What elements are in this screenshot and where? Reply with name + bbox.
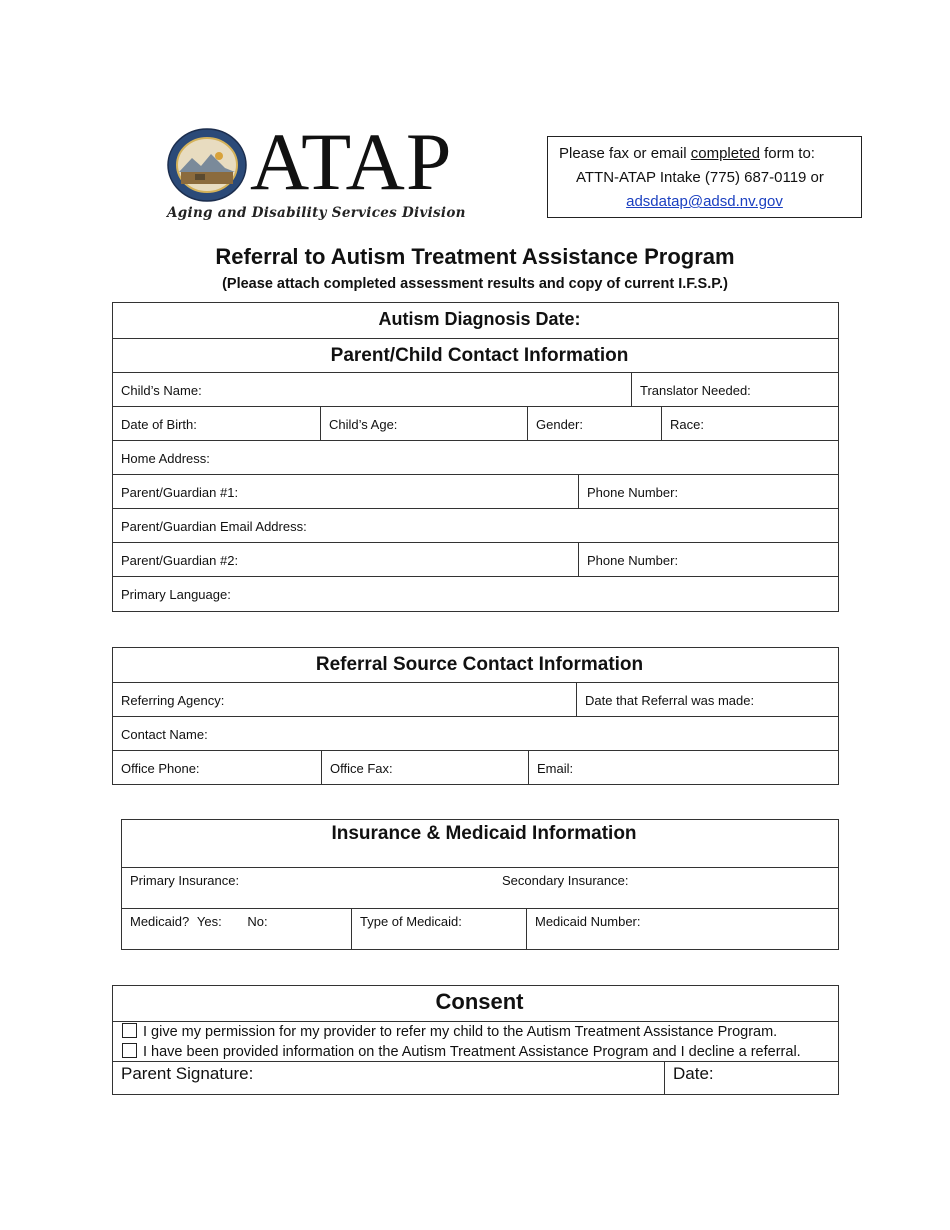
primary-insurance-field[interactable]: Primary Insurance:	[130, 873, 240, 888]
gender-field[interactable]: Gender:	[527, 407, 661, 440]
medicaid-label: Medicaid?	[130, 914, 190, 929]
guardian-1-phone-field[interactable]: Phone Number:	[578, 475, 838, 508]
secondary-insurance-field[interactable]: Secondary Insurance:	[502, 873, 629, 888]
permit-referral-label: I give my permission for my provider to refer my child to the Autism Treatment Assistance Program.	[143, 1024, 778, 1040]
referral-section-title: Referral Source Contact Information	[315, 654, 644, 675]
referring-agency-field[interactable]: Referring Agency:	[121, 693, 225, 708]
referral-email-field[interactable]: Email:	[528, 751, 838, 785]
permit-referral-checkbox[interactable]	[122, 1023, 137, 1038]
guardian-2-phone-field[interactable]: Phone Number:	[578, 543, 838, 576]
referral-source-table	[112, 647, 839, 785]
consent-option-decline	[113, 1042, 838, 1062]
form-subtitle: (Please attach completed assessment results and copy of current I.F.S.P.)	[222, 276, 728, 292]
logo-title: ATAP	[250, 116, 453, 207]
decline-referral-checkbox[interactable]	[122, 1043, 137, 1058]
consent-section-title: Consent	[435, 989, 524, 1014]
autism-diagnosis-date-field[interactable]: Autism Diagnosis Date:	[378, 309, 581, 329]
logo-subtitle: Aging and Disability Services Division	[167, 205, 466, 221]
consent-option-permit	[113, 1022, 838, 1042]
date-of-birth-field[interactable]: Date of Birth:	[121, 417, 197, 432]
home-address-field[interactable]: Home Address:	[121, 451, 210, 466]
medicaid-field[interactable]	[122, 909, 351, 949]
parent-signature-field[interactable]: Parent Signature:	[121, 1064, 254, 1083]
office-phone-field[interactable]: Office Phone:	[121, 761, 200, 776]
type-of-medicaid-field[interactable]: Type of Medicaid:	[351, 909, 526, 949]
consent-table	[112, 985, 839, 1095]
contact-name-field[interactable]: Contact Name:	[121, 727, 208, 742]
childs-name-field[interactable]: Child’s Name:	[121, 383, 202, 398]
signature-date-field[interactable]: Date:	[664, 1062, 838, 1094]
form-title: Referral to Autism Treatment Assistance Program	[215, 244, 735, 269]
medicaid-yes[interactable]: Yes:	[196, 914, 222, 929]
decline-referral-label: I have been provided information on the Autism Treatment Assistance Program and I decline a referral.	[143, 1044, 801, 1060]
nevada-seal-logo	[167, 128, 247, 202]
referral-date-field[interactable]: Date that Referral was made:	[576, 683, 838, 716]
childs-age-field[interactable]: Child’s Age:	[320, 407, 527, 440]
fax-line-1: Please fax or email completed form to:	[559, 145, 815, 162]
contact-info-table	[112, 302, 839, 612]
guardian-email-field[interactable]: Parent/Guardian Email Address:	[121, 519, 307, 534]
email-link[interactable]: adsdatap@adsd.nv.gov	[626, 193, 783, 210]
guardian-2-field[interactable]: Parent/Guardian #2:	[121, 553, 239, 568]
insurance-section-title: Insurance & Medicaid Information	[331, 823, 637, 844]
office-fax-field[interactable]: Office Fax:	[321, 751, 528, 785]
race-field[interactable]: Race:	[661, 407, 838, 440]
fax-line-2: ATTN-ATAP Intake (775) 687-0119 or	[576, 169, 824, 186]
medicaid-number-field[interactable]: Medicaid Number:	[526, 909, 838, 949]
contact-section-title: Parent/Child Contact Information	[330, 345, 629, 366]
fax-instructions-box	[547, 136, 862, 218]
guardian-1-field[interactable]: Parent/Guardian #1:	[121, 485, 239, 500]
translator-needed-field[interactable]: Translator Needed:	[631, 373, 838, 406]
insurance-table	[121, 819, 839, 950]
medicaid-no[interactable]: No:	[247, 914, 268, 929]
primary-language-field[interactable]: Primary Language:	[121, 587, 231, 602]
